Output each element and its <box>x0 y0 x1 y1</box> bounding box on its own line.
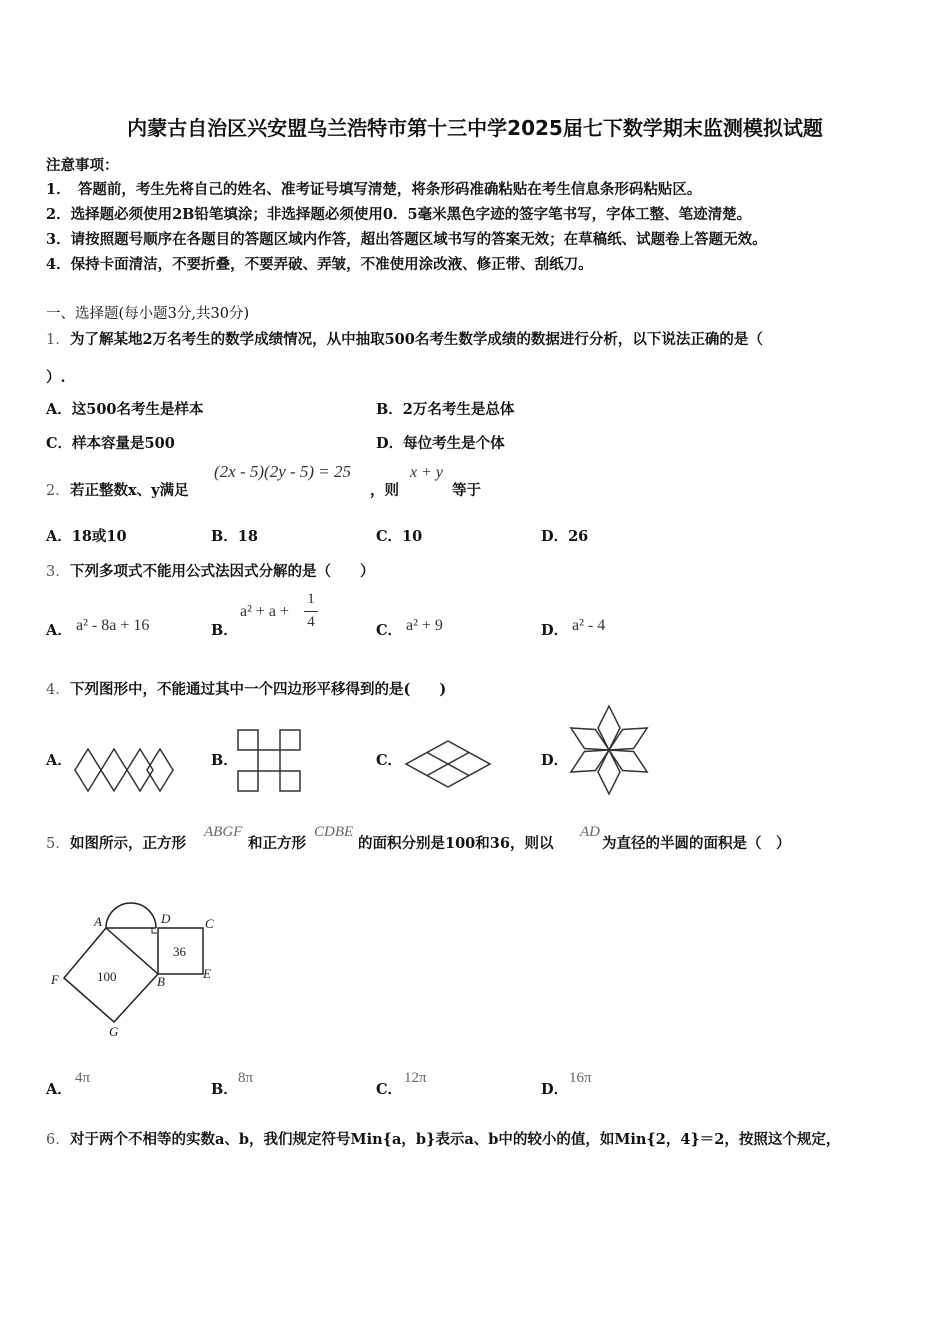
q3-option-c-expr: a² + 9 <box>406 617 443 634</box>
q5-label-b: B <box>157 974 165 989</box>
q6-text: 对于两个不相等的实数a、b，我们规定符号Min{a，b}表示a、b中的较小的值，如Min{2，4}＝2，按照这个规定， <box>70 1131 841 1148</box>
q2-option-d: D．26 <box>541 528 589 545</box>
q4-option-b-label: B． <box>211 752 238 769</box>
q1-number: 1． <box>46 332 70 348</box>
notice-item-1: 1． 答题前，考生先将自己的姓名、准考证号填写清楚，将条形码准确粘贴在考生信息条形码粘贴区。 <box>46 181 702 198</box>
q5-option-b-value: 8π <box>238 1070 254 1086</box>
q1-option-c: C．样本容量是500 <box>46 435 175 452</box>
q5-square-2: CDBE <box>314 824 354 840</box>
q2-equation: (2x - 5)(2y - 5) = 25 <box>214 462 352 481</box>
q4-option-c-label: C． <box>376 752 403 769</box>
q3-option-b-label: B． <box>211 622 238 639</box>
q3-option-b-numerator: 1 <box>307 591 315 607</box>
q4-figure-d <box>568 703 650 797</box>
q2-option-a: A．18或10 <box>46 528 127 545</box>
q3-option-b-expr: a² + a + <box>240 603 290 620</box>
q5-text-3: 的面积分别是100和36，则以 <box>358 835 554 852</box>
q5-figure <box>44 890 234 1042</box>
q1-text-cont: ）. <box>46 369 66 386</box>
q3-fraction-bar <box>304 611 318 612</box>
q5-text-1: 如图所示，正方形 <box>70 835 186 852</box>
q5-label-a: A <box>94 914 102 929</box>
q3-option-a-expr: a² - 8a + 16 <box>76 617 150 634</box>
q5-option-a-label: A． <box>46 1081 72 1098</box>
q2-text-pre: 若正整数x、y满足 <box>70 482 189 499</box>
q5-option-d-label: D． <box>541 1081 569 1098</box>
q5-semicircle <box>106 903 156 928</box>
q1-option-a: A．这500名考生是样本 <box>46 401 204 418</box>
q6-number: 6． <box>46 1132 70 1148</box>
q2-text-post: 等于 <box>452 482 481 499</box>
q4-text: 下列图形中，不能通过其中一个四边形平移得到的是( ) <box>70 681 447 698</box>
q3-option-d-expr: a² - 4 <box>572 617 606 634</box>
q5-text-2: 和正方形 <box>248 835 306 852</box>
q1-text: 为了解某地2万名考生的数学成绩情况，从中抽取500名考生数学成绩的数据进行分析，以下说法正确的是（ <box>70 331 763 348</box>
q2-number: 2． <box>46 483 70 499</box>
q4-figure-c <box>402 738 494 790</box>
q5-label-f: F <box>51 972 59 987</box>
q2-option-c: C．10 <box>376 528 423 545</box>
q4-option-d-label: D． <box>541 752 569 769</box>
q4-figure-a <box>72 746 176 794</box>
q5-option-c-label: C． <box>376 1081 403 1098</box>
q5-label-g: G <box>109 1024 119 1039</box>
q4-number: 4． <box>46 682 70 698</box>
q5-text-4: 为直径的半圆的面积是（ ） <box>602 835 791 852</box>
q5-area-big: 100 <box>97 969 117 984</box>
q4-figure-b <box>235 727 305 795</box>
q5-option-b-label: B． <box>211 1081 238 1098</box>
q5-option-a-value: 4π <box>75 1070 91 1086</box>
q1-option-d: D．每位考生是个体 <box>376 435 505 452</box>
q5-area-small: 36 <box>173 944 186 959</box>
q5-option-d-value: 16π <box>569 1070 592 1086</box>
q3-option-b-denominator: 4 <box>307 614 315 630</box>
q5-square-1: ABGF <box>204 824 243 840</box>
q5-segment: AD <box>580 824 600 840</box>
q3-number: 3． <box>46 564 70 580</box>
q4-option-a-label: A． <box>46 752 72 769</box>
q3-text: 下列多项式不能用公式法因式分解的是（ ） <box>70 563 375 580</box>
notice-item-2: 2．选择题必须使用2B铅笔填涂；非选择题必须使用0．5毫米黑色字迹的签字笔书写，字体工整、笔迹清楚。 <box>46 206 752 223</box>
notice-item-3: 3．请按照题号顺序在各题目的答题区域内作答，超出答题区域书写的答案无效；在草稿纸、试题卷上答题无效。 <box>46 231 767 248</box>
q5-label-e: E <box>203 966 211 981</box>
notice-item-4: 4．保持卡面清洁，不要折叠，不要弄破、弄皱，不准使用涂改液、修正带、刮纸刀。 <box>46 256 593 273</box>
q3-option-c-label: C． <box>376 622 403 639</box>
q5-label-c: C <box>205 916 214 931</box>
section-heading: 一、选择题(每小题3分,共30分) <box>46 306 250 322</box>
q5-option-c-value: 12π <box>404 1070 427 1086</box>
q5-label-d: D <box>161 911 171 926</box>
q2-option-b: B．18 <box>211 528 258 545</box>
page-title: 内蒙古自治区兴安盟乌兰浩特市第十三中学2025届七下数学期末监测模拟试题 <box>127 116 823 140</box>
q2-text-mid: ，则 <box>370 482 399 499</box>
q5-number: 5． <box>46 836 70 852</box>
q3-option-d-label: D． <box>541 622 569 639</box>
q2-expression: x + y <box>410 464 443 481</box>
q3-option-a-label: A． <box>46 622 72 639</box>
notice-heading: 注意事项： <box>46 157 119 174</box>
q1-option-b: B．2万名考生是总体 <box>376 401 515 418</box>
